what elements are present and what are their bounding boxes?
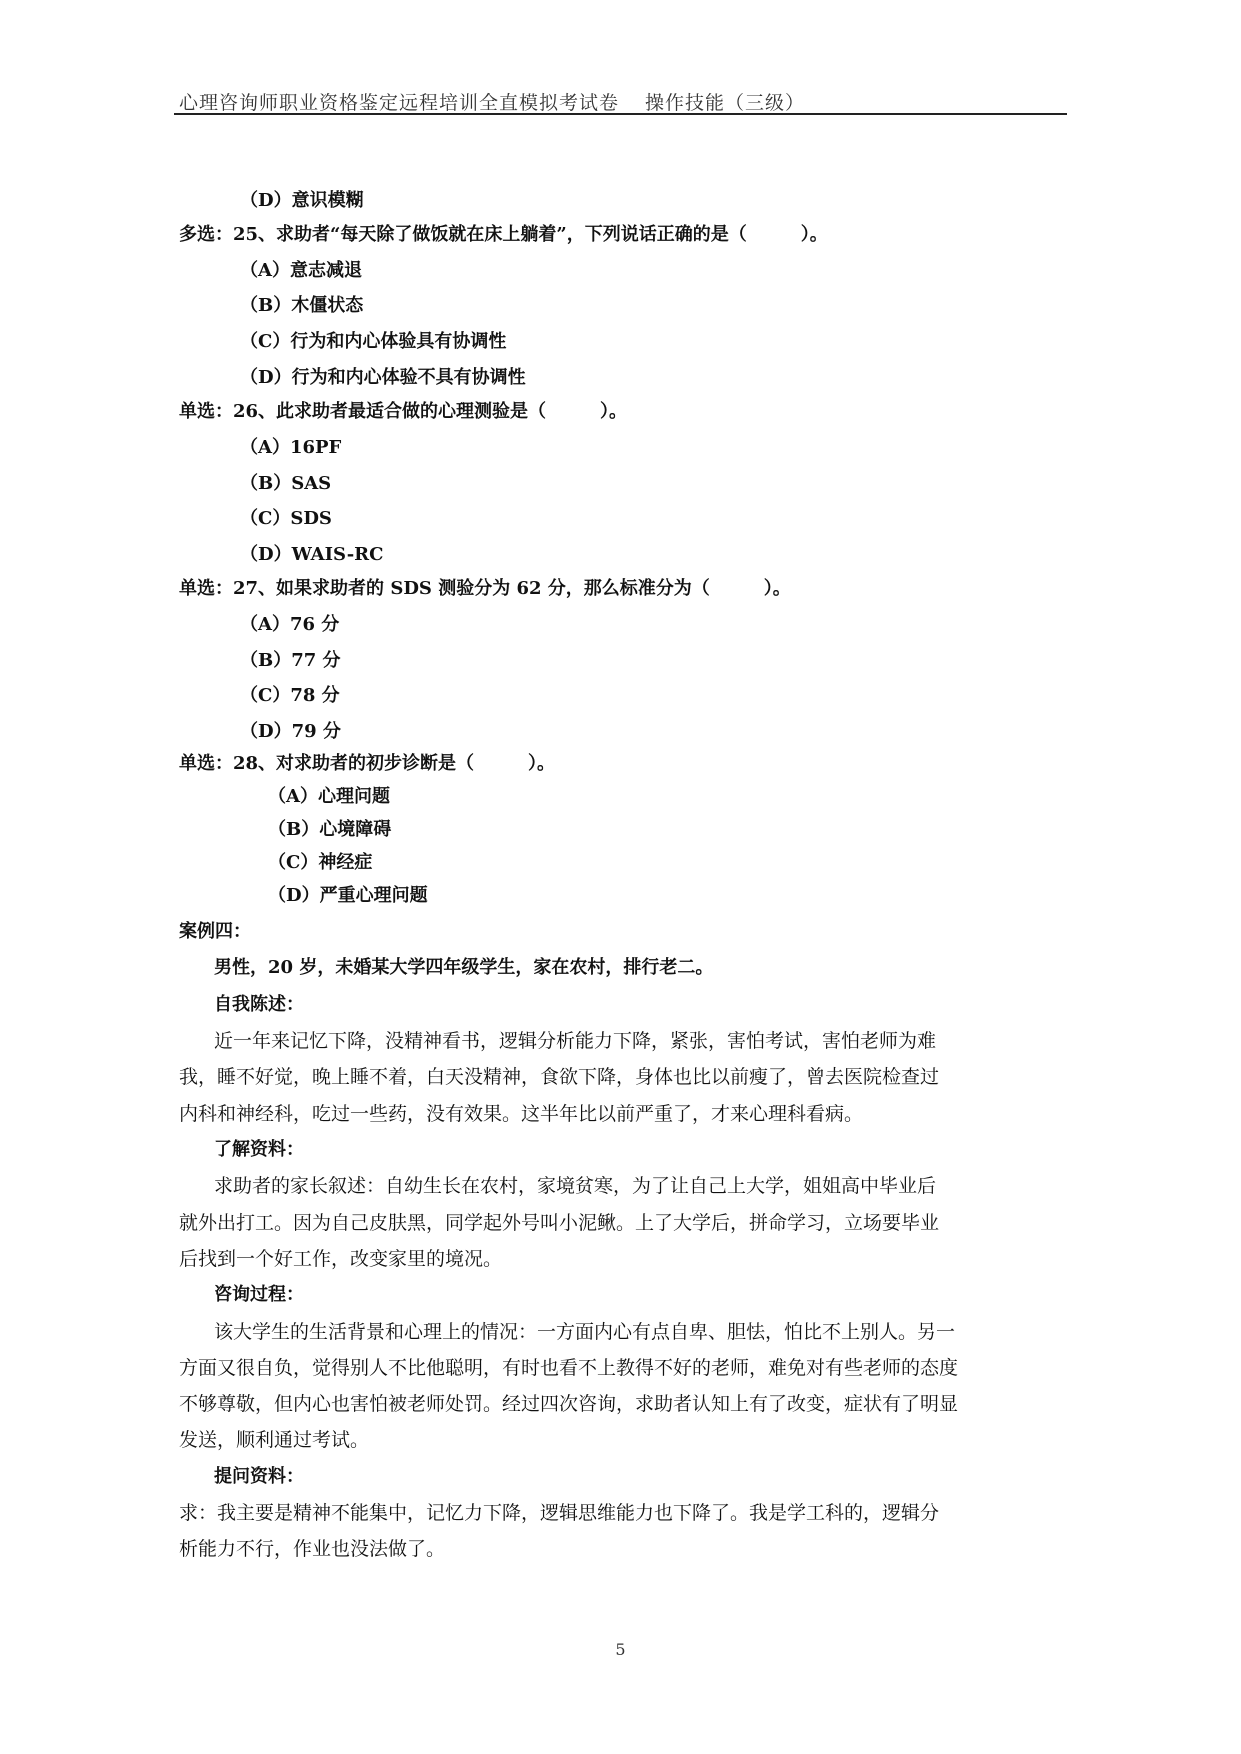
q28-option-b: （B）心境障碍 <box>268 819 392 840</box>
case4-title: 案例四： <box>179 921 251 942</box>
q26-option-b: （B）SAS <box>240 473 332 494</box>
page-number: 5 <box>615 1640 626 1659</box>
q27-stem: 单选：27、如果求助者的 SDS 测验分为 62 分，那么标准分为（ ）。 <box>179 578 791 599</box>
q28-option-c: （C）神经症 <box>268 852 373 873</box>
case4-intro: 男性，20 岁，未婚某大学四年级学生，家在农村，排行老二。 <box>214 957 714 978</box>
q28-option-a: （A）心理问题 <box>268 786 390 807</box>
self-statement-line-2: 我，睡不好觉，晚上睡不着，白天没精神，食欲下降，身体也比以前瘦了，曾去医院检查过 <box>179 1066 940 1088</box>
q26-option-c: （C）SDS <box>240 508 332 529</box>
counseling-process-line-3: 不够尊敬，但内心也害怕被老师处罚。经过四次咨询，求助者认知上有了改变，症状有了明显 <box>179 1393 959 1415</box>
header-title: 心理咨询师职业资格鉴定远程培训全直模拟考试卷 <box>179 92 620 114</box>
q25-option-b: （B）木僵状态 <box>240 295 364 316</box>
self-statement-line-3: 内科和神经科，吃过一些药，没有效果。这半年比以前严重了，才来心理科看病。 <box>179 1103 864 1125</box>
self-statement-heading: 自我陈述： <box>214 994 304 1015</box>
background-info-heading: 了解资料： <box>214 1139 304 1160</box>
counseling-process-heading: 咨询过程： <box>214 1284 304 1305</box>
background-info-line-3: 后找到一个好工作，改变家里的境况。 <box>179 1248 503 1270</box>
background-info-line-2: 就外出打工。因为自己皮肤黑，同学起外号叫小泥鳅。上了大学后，拼命学习，立场要毕业 <box>179 1212 940 1234</box>
q25-stem: 多选：25、求助者“每天除了做饭就在床上躺着”，下列说话正确的是（ ）。 <box>179 224 828 245</box>
self-statement-line-1: 近一年来记忆下降，没精神看书，逻辑分析能力下降，紧张，害怕考试，害怕老师为难 <box>214 1030 937 1052</box>
q26-option-d: （D）WAIS-RC <box>240 544 384 565</box>
q24-option-d: （D）意识模糊 <box>240 190 364 211</box>
header-subtitle: 操作技能（三级） <box>645 92 806 114</box>
background-info-line-1: 求助者的家长叙述：自幼生长在农村，家境贫寒，为了让自己上大学，姐姐高中毕业后 <box>214 1175 937 1197</box>
q28-stem: 单选：28、对求助者的初步诊断是（ ）。 <box>179 753 556 774</box>
q26-option-a: （A）16PF <box>240 437 342 458</box>
question-material-heading: 提问资料： <box>214 1466 304 1487</box>
counseling-process-line-1: 该大学生的生活背景和心理上的情况：一方面内心有点自卑、胆怯，怕比不上别人。另一 <box>214 1321 956 1343</box>
counseling-process-line-2: 方面又很自负，觉得别人不比他聪明，有时也看不上教得不好的老师，难免对有些老师的态度 <box>179 1357 959 1379</box>
question-material-line-2: 析能力不行，作业也没法做了。 <box>179 1538 446 1560</box>
q25-option-d: （D）行为和内心体验不具有协调性 <box>240 367 526 388</box>
counseling-process-line-4: 发送，顺利通过考试。 <box>179 1429 370 1451</box>
q27-option-a: （A）76 分 <box>240 614 340 635</box>
q26-stem: 单选：26、此求助者最适合做的心理测验是（ ）。 <box>179 401 628 422</box>
q28-option-d: （D）严重心理问题 <box>268 885 428 906</box>
q27-option-b: （B）77 分 <box>240 650 341 671</box>
q25-option-c: （C）行为和内心体验具有协调性 <box>240 331 507 352</box>
q27-option-c: （C）78 分 <box>240 685 340 706</box>
q25-option-a: （A）意志减退 <box>240 260 362 281</box>
q27-option-d: （D）79 分 <box>240 721 341 742</box>
question-material-line-1: 求：我主要是精神不能集中，记忆力下降，逻辑思维能力也下降了。我是学工科的，逻辑分 <box>179 1502 940 1524</box>
